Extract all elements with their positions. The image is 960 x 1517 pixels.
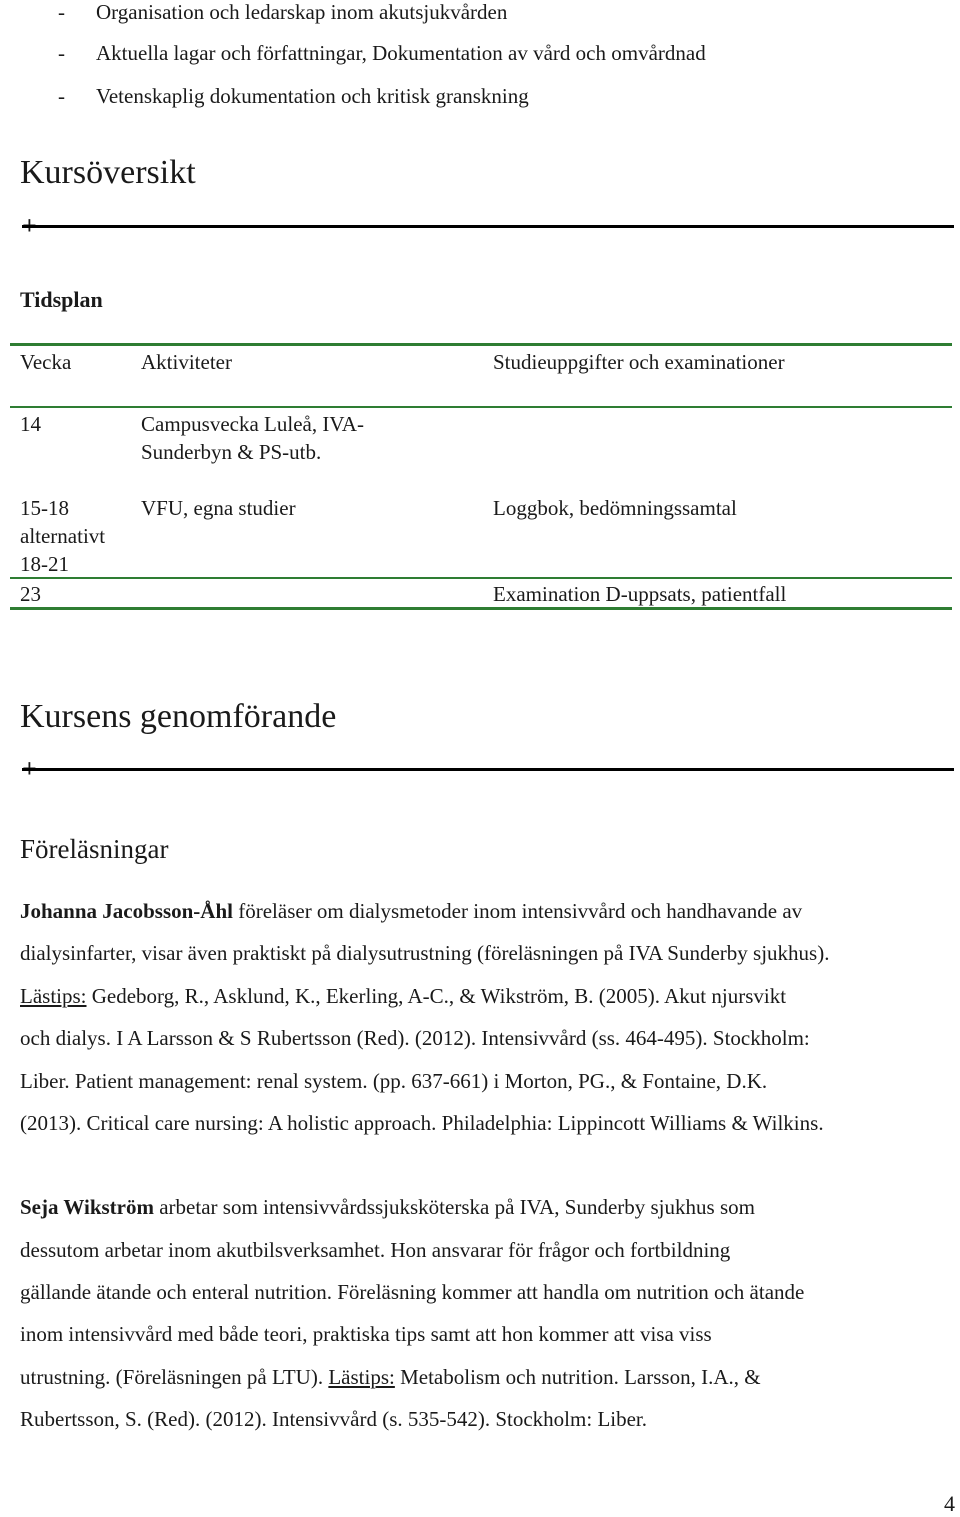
table-cell-tasks: Examination D-uppsats, patientfall	[493, 582, 787, 606]
column-header-activities: Aktiviteter	[141, 350, 232, 374]
table-top-rule	[10, 343, 952, 346]
bullet-dash: -	[58, 41, 65, 65]
table-bottom-rule	[10, 607, 952, 610]
table-cell-activities: Campusvecka Luleå, IVA-	[141, 412, 364, 436]
bullet-item	[58, 0, 938, 24]
paragraph-line	[20, 890, 802, 932]
bullet-dash: -	[58, 0, 65, 24]
table-row-rule	[10, 577, 952, 579]
bullet-item	[58, 41, 938, 65]
column-header-week: Vecka	[20, 350, 72, 374]
table-cell-week: 23	[20, 582, 41, 606]
paragraph-line	[20, 1356, 761, 1398]
paragraph-line: gällande ätande och enteral nutrition. Föreläsning kommer att handla om nutrition och ätande	[20, 1280, 805, 1304]
paragraph-line	[20, 1186, 755, 1228]
bullet-item	[58, 84, 938, 108]
subsection-heading-lectures: Föreläsningar	[20, 834, 169, 864]
section-heading-genomforande: Kursens genomförande	[20, 698, 337, 735]
paragraph-line: (2013). Critical care nursing: A holistic approach. Philadelphia: Lippincott Williams & Wilkins.	[20, 1111, 824, 1135]
reading-tips-label: Lästips:	[328, 1365, 395, 1389]
paragraph-text: Metabolism och nutrition. Larsson, I.A., &	[394, 1365, 761, 1389]
column-header-tasks: Studieuppgifter och examinationer	[493, 350, 785, 374]
bullet-text: Aktuella lagar och författningar, Dokumentation av vård och omvårdnad	[96, 41, 706, 65]
paragraph-text: utrustning. (Föreläsningen på LTU).	[20, 1365, 329, 1389]
section-heading-kursoversikt: Kursöversikt	[20, 154, 196, 191]
paragraph-text: föreläser om dialysmetoder inom intensivvård och handhavande av	[232, 899, 803, 923]
bullet-text: Organisation och ledarskap inom akutsjukvården	[96, 0, 508, 24]
page-number: 4	[944, 1491, 955, 1516]
lecturer-name: Johanna Jacobsson-Åhl	[20, 899, 233, 923]
paragraph-line	[20, 975, 786, 1017]
section-divider	[22, 225, 954, 228]
paragraph-line: Liber. Patient management: renal system. (pp. 637-661) i Morton, PG., & Fontaine, D.K.	[20, 1069, 768, 1093]
table-cell-activities: Sunderbyn & PS-utb.	[141, 440, 322, 464]
bullet-dash: -	[58, 84, 65, 108]
table-cell-tasks: Loggbok, bedömningssamtal	[493, 496, 737, 520]
table-cell-week: 18-21	[20, 552, 69, 576]
paragraph-text: arbetar som intensivvårdssjuksköterska på IVA, Sunderby sjukhus som	[153, 1195, 755, 1219]
paragraph-line: dialysinfarter, visar även praktiskt på dialysutrustning (föreläsningen på IVA Sunderby sjukhus).	[20, 941, 830, 965]
lecturer-name: Seja Wikström	[20, 1195, 154, 1219]
table-cell-week: 15-18	[20, 496, 69, 520]
table-cell-activities: VFU, egna studier	[141, 496, 296, 520]
paragraph-text: Gedeborg, R., Asklund, K., Ekerling, A-C., & Wikström, B. (2005). Akut njursvikt	[86, 984, 787, 1008]
table-header-rule	[10, 406, 952, 408]
paragraph-line: och dialys. I A Larsson & S Rubertsson (Red). (2012). Intensivvård (ss. 464-495). Stockholm:	[20, 1026, 810, 1050]
paragraph-line: dessutom arbetar inom akutbilsverksamhet. Hon ansvarar för frågor och fortbildning	[20, 1238, 731, 1262]
bullet-text: Vetenskaplig dokumentation och kritisk granskning	[96, 84, 529, 108]
paragraph-line: inom intensivvård med både teori, praktiska tips samt att hon kommer att visa viss	[20, 1322, 712, 1346]
table-caption: Tidsplan	[20, 287, 103, 312]
table-cell-week: alternativt	[20, 524, 106, 548]
table-cell-week: 14	[20, 412, 41, 436]
reading-tips-label: Lästips:	[20, 984, 87, 1008]
section-divider	[22, 768, 954, 771]
paragraph-line: Rubertsson, S. (Red). (2012). Intensivvård (s. 535-542). Stockholm: Liber.	[20, 1407, 648, 1431]
